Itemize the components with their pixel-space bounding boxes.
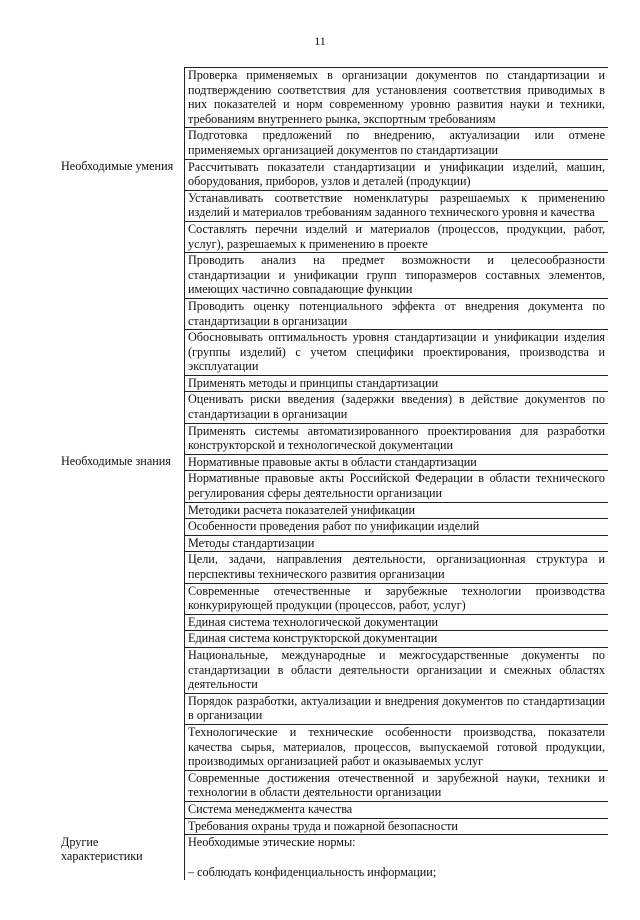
table-row xyxy=(58,253,608,299)
skill-cell: Рассчитывать показатели стандартизации и унификации изделий, машин, оборудования, приборов, узлов и деталей (продукции) xyxy=(185,159,609,190)
empty-label-cell xyxy=(58,128,185,159)
table-row xyxy=(58,502,608,519)
table-row xyxy=(58,190,608,221)
table-row xyxy=(58,614,608,631)
knowledge-cell: Требования охраны труда и пожарной безопасности xyxy=(185,818,609,835)
table-row xyxy=(58,552,608,583)
skill-cell: Применять методы и принципы стандартизации xyxy=(185,375,609,392)
skill-cell: Проводить анализ на предмет возможности и целесообразности стандартизации и унификации групп типоразмеров составных элементов, имеющих частично совпадающие функции xyxy=(185,253,609,299)
knowledge-cell: Нормативные правовые акты в области стандартизации xyxy=(185,454,609,471)
knowledge-cell: Порядок разработки, актуализации и внедрения документов по стандартизации в организации xyxy=(185,693,609,724)
other-cell: – соблюдать конфиденциальность информации; xyxy=(188,864,437,879)
table-row xyxy=(58,68,608,128)
knowledge-cell: Цели, задачи, направления деятельности, организационная структура и перспективы технического развития организации xyxy=(185,552,609,583)
other-label: Другие характеристики xyxy=(58,835,185,865)
professional-standard-table xyxy=(58,67,608,880)
skill-cell: Составлять перечни изделий и материалов (процессов, продукции, работ, услуг), разрешаемых к применению в проекте xyxy=(185,221,609,252)
table-row xyxy=(58,724,608,770)
table-row xyxy=(58,128,608,159)
table-row xyxy=(58,392,608,423)
knowledge-cell: Единая система технологической документации xyxy=(185,614,609,631)
knowledge-cell: Технологические и технические особенности производства, показатели качества сырья, материалов, процессов, выпускаемой готовой продукции, производимых организацией работ и оказываемых услуг xyxy=(185,724,609,770)
knowledge-cell: Единая система конструкторской документации xyxy=(185,631,609,648)
table-row xyxy=(58,865,608,881)
knowledge-cell: Методы стандартизации xyxy=(185,535,609,552)
knowledge-label: Необходимые знания xyxy=(58,454,185,471)
table-row xyxy=(58,583,608,614)
table-row xyxy=(58,519,608,536)
table-row xyxy=(58,535,608,552)
table-row xyxy=(58,801,608,818)
knowledge-cell: Нормативные правовые акты Российской Федерации в области технического регулирования сферы деятельности организации xyxy=(185,471,609,502)
table-row xyxy=(58,631,608,648)
skill-cell: Устанавливать соответствие номенклатуры разрешаемых к применению изделий и материалов требованиям заданного технического уровня и качества xyxy=(185,190,609,221)
skill-cell: Обосновывать оптимальность уровня стандартизации и унификации изделия (группы изделий) с учетом специфики проектирования, производства и эксплуатации xyxy=(185,330,609,376)
skill-cell: Проводить оценку потенциального эффекта от внедрения документа по стандартизации в организации xyxy=(185,298,609,329)
labor-action-cell: Проверка применяемых в организации документов по стандартизации и подтверждению соответствия для установления соответствия приводимых в них показателей и норм современному уровню развития науки и техники, требованиям внутреннего рынка, экспортным требованиям xyxy=(185,68,609,128)
other-cell: Необходимые этические нормы: xyxy=(185,835,609,865)
table-row xyxy=(58,693,608,724)
table-row xyxy=(58,835,608,865)
knowledge-cell: Особенности проведения работ по унификации изделий xyxy=(185,519,609,536)
table-row xyxy=(58,818,608,835)
empty-label-cell xyxy=(58,68,185,128)
table-row xyxy=(58,471,608,502)
knowledge-cell: Современные достижения отечественной и зарубежной науки, техники и технологии в области деятельности организации xyxy=(185,770,609,801)
knowledge-cell: Методики расчета показателей унификации xyxy=(185,502,609,519)
table-row xyxy=(58,221,608,252)
table-row xyxy=(58,330,608,376)
table-row xyxy=(58,298,608,329)
labor-action-cell: Подготовка предложений по внедрению, актуализации или отмене применяемых организацией документов по стандартизации xyxy=(185,128,609,159)
page-number: 11 xyxy=(314,34,326,48)
table-row xyxy=(58,375,608,392)
knowledge-cell: Современные отечественные и зарубежные технологии производства конкурирующей продукции (процессов, работ, услуг) xyxy=(185,583,609,614)
knowledge-cell: Система менеджмента качества xyxy=(185,801,609,818)
table-row xyxy=(58,159,608,190)
table-row xyxy=(58,770,608,801)
table-row xyxy=(58,423,608,454)
skill-cell: Применять системы автоматизированного проектирования для разработки конструкторской и технологической документации xyxy=(185,423,609,454)
skills-label: Необходимые умения xyxy=(58,159,185,190)
skill-cell: Оценивать риски введения (задержки введения) в действие документов по стандартизации в организации xyxy=(185,392,609,423)
table-row xyxy=(58,454,608,471)
knowledge-cell: Национальные, международные и межгосударственные документы по стандартизации в области деятельности организации и смежных областях деятельности xyxy=(185,647,609,693)
table-row xyxy=(58,647,608,693)
